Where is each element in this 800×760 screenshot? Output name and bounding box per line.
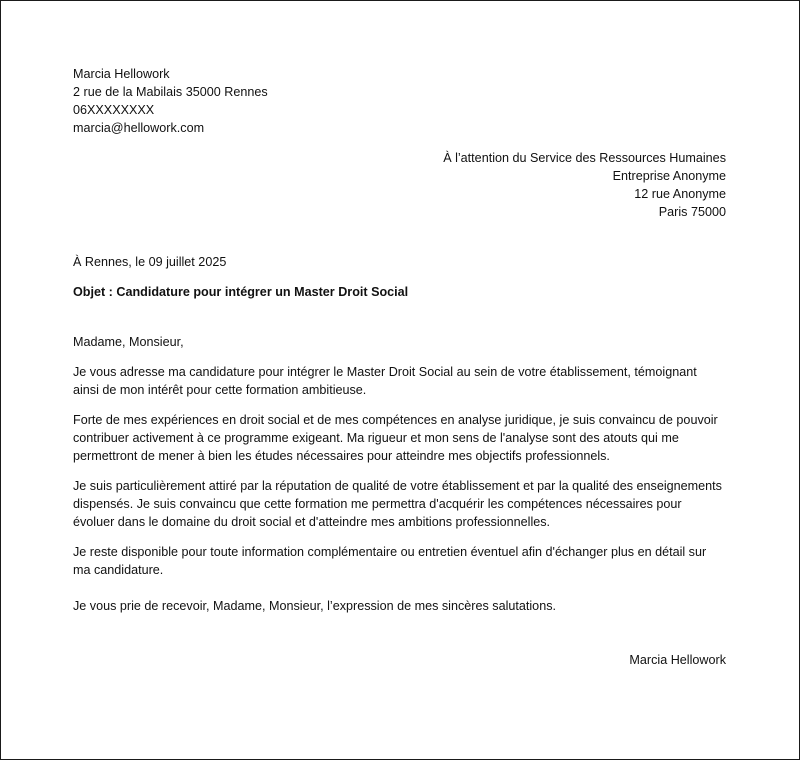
sender-address: 2 rue de la Mabilais 35000 Rennes	[73, 85, 268, 99]
sender-name: Marcia Hellowork	[73, 67, 170, 81]
recipient-city: Paris 75000	[658, 205, 726, 219]
recipient-street: 12 rue Anonyme	[634, 187, 726, 201]
paragraph-experience: Forte de mes expériences en droit social et de mes compétences en analyse juridique, je suis convaincu de pouvoir contribuer activement à ce programme exigeant. Ma rigueur et mon sens de l'analyse sont des atouts qui me permettront de mener à bien les études nécessaires pour atteindre mes objectifs professionnels.	[73, 413, 718, 463]
subject-line: Objet : Candidature pour intégrer un Master Droit Social	[73, 285, 409, 299]
letter-body	[73, 65, 726, 669]
recipient-block	[73, 149, 726, 221]
signature: Marcia Hellowork	[629, 653, 726, 667]
date-line: À Rennes, le 09 juillet 2025	[73, 255, 227, 269]
closing-line: Je vous prie de recevoir, Madame, Monsieur, l’expression de mes sincères salutations.	[73, 599, 556, 613]
recipient-attention: À l’attention du Service des Ressources Humaines	[443, 151, 726, 165]
sender-block	[73, 65, 726, 137]
sender-phone: 06XXXXXXXX	[73, 103, 155, 117]
recipient-company: Entreprise Anonyme	[612, 169, 726, 183]
salutation: Madame, Monsieur,	[73, 335, 184, 349]
sender-email: marcia@hellowork.com	[73, 121, 205, 135]
paragraph-intro: Je vous adresse ma candidature pour intégrer le Master Droit Social au sein de votre établissement, témoignant ainsi de mon intérêt pour cette formation ambitieuse.	[73, 365, 697, 397]
paragraph-availability: Je reste disponible pour toute information complémentaire ou entretien éventuel afin d'échanger plus en détail sur ma candidature.	[73, 545, 707, 577]
paragraph-motivation: Je suis particulièrement attiré par la réputation de qualité de votre établissement et par la qualité des enseignements dispensés. Je suis convaincu que cette formation me permettra d'acquérir les compétences nécessaires pour évoluer dans le domaine du droit social et d'atteindre mes ambitions professionnelles.	[73, 479, 722, 529]
